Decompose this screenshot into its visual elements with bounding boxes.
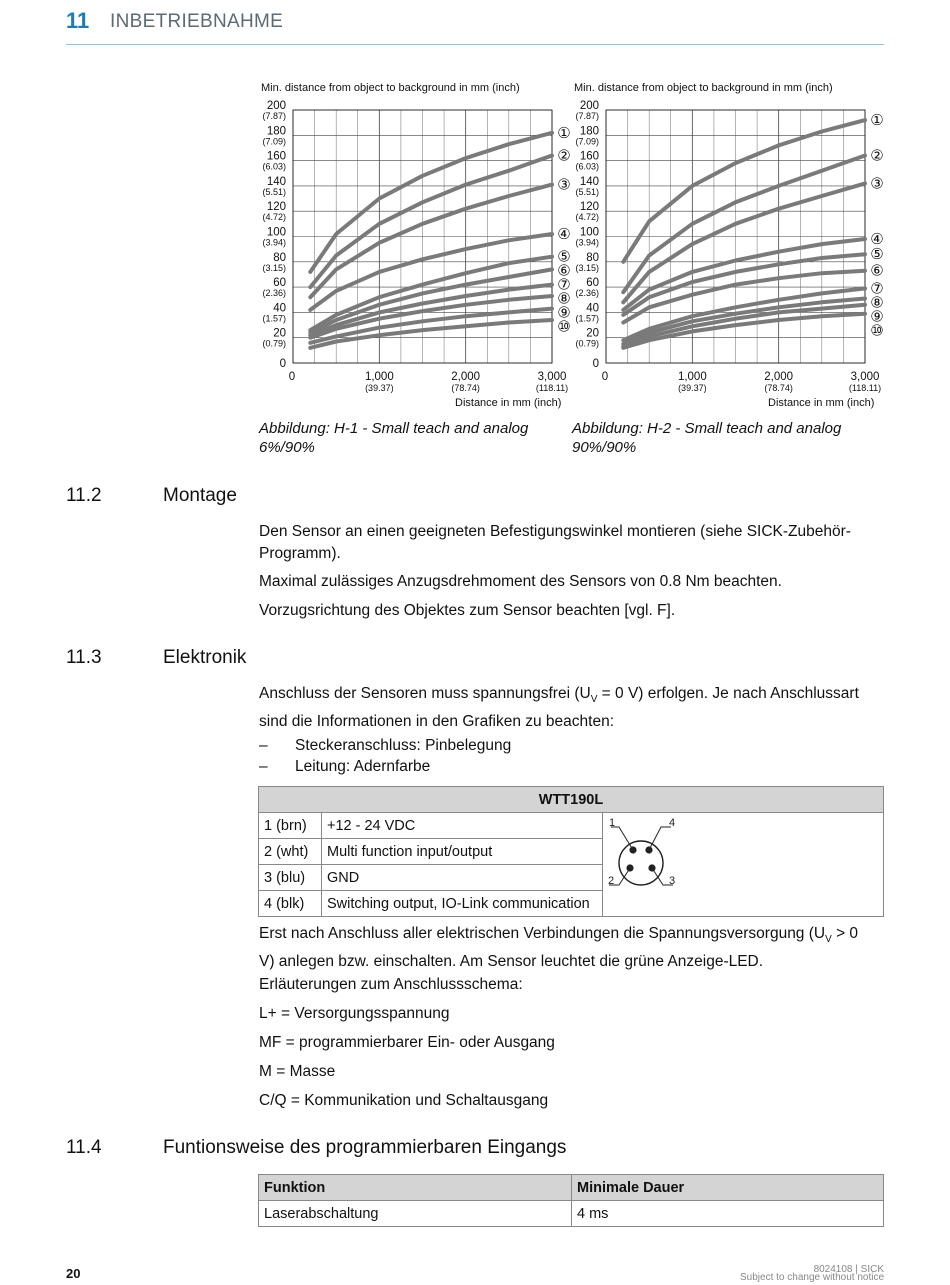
series-label: ⑧ (557, 289, 571, 308)
y-tick-sublabel: (0.79) (262, 338, 286, 349)
series-label: ② (870, 146, 884, 165)
y-tick-sublabel: (1.57) (262, 313, 286, 324)
chart-h1 (252, 78, 572, 414)
chart-ylabel: Min. distance from object to background in mm (inch) (574, 82, 833, 94)
desc-cell: Switching output, IO-Link communication (322, 891, 603, 917)
x-tick-sublabel: (39.37) (365, 383, 394, 393)
function-table (258, 1174, 884, 1227)
x-tick-label: 3,000 (537, 371, 567, 383)
x-tick-label: 3,000 (850, 371, 880, 383)
page-number: 20 (66, 1266, 81, 1281)
y-tick-label: 120 (266, 201, 286, 214)
column-header: Minimale Dauer (572, 1175, 884, 1201)
series-label: ⑦ (557, 275, 571, 294)
series-label: ① (870, 111, 884, 130)
y-tick-label: 0 (592, 358, 599, 370)
x-tick-label: 2,000 (451, 371, 481, 383)
y-tick-sublabel: (4.72) (262, 212, 286, 223)
y-tick-label: 60 (273, 277, 286, 290)
footer-doc-id: 8024108 | SICK (813, 1264, 884, 1275)
pin-cell: 1 (brn) (259, 813, 322, 839)
series-label: ⑧ (870, 293, 884, 312)
y-tick-sublabel: (4.72) (575, 212, 599, 223)
chart-xlabel: Distance in mm (inch) (455, 397, 562, 409)
montage-paragraph-3: Vorzugsrichtung des Objektes zum Sensor beachten [vgl. F]. (259, 602, 676, 619)
elektronik-paragraph-3: Erläuterungen zum Anschlussschema: (259, 976, 523, 993)
chart-h2-caption-line1: Abbildung: H-2 - Small teach and analog (572, 420, 842, 437)
series-line-1 (623, 120, 865, 262)
elektronik-p1-line2: sind die Informationen in den Grafiken zu beachten: (259, 713, 615, 731)
pin-cell: 4 (blk) (259, 891, 322, 917)
x-tick-sublabel: (118.11) (848, 383, 882, 393)
y-tick-label: 140 (266, 175, 286, 188)
table-cell: Laserabschaltung (259, 1201, 572, 1227)
elektronik-bullet-2 (259, 756, 885, 778)
y-tick-label: 180 (579, 125, 599, 138)
desc-cell: GND (322, 865, 603, 891)
y-tick-sublabel: (3.94) (262, 237, 286, 248)
definition-item: MF = programmierbarer Ein- oder Ausgang (259, 1034, 555, 1051)
y-tick-label: 100 (579, 226, 599, 239)
pin-label-1: 1 (609, 817, 616, 829)
series-label: ⑥ (870, 261, 884, 280)
x-tick-label: 2,000 (764, 371, 794, 383)
table-header-row (259, 787, 884, 813)
series-label: ⑩ (870, 321, 884, 340)
connector-diagram-cell (603, 813, 884, 917)
y-tick-sublabel: (6.03) (575, 161, 599, 172)
bullet-text: Leitung: Adernfarbe (295, 758, 431, 775)
x-tick-sublabel: (78.74) (764, 383, 793, 393)
series-label: ⑤ (557, 247, 571, 266)
elektronik-p2-line1 (259, 923, 885, 951)
x-tick-label: 0 (288, 371, 296, 383)
section-number-montage: 11.2 (66, 485, 102, 506)
pin-label-2: 2 (608, 875, 615, 887)
y-tick-label: 180 (266, 125, 286, 138)
series-label: ⑨ (870, 307, 884, 326)
table-row (259, 1201, 884, 1227)
series-label: ② (557, 146, 571, 165)
series-label: ④ (870, 230, 884, 249)
elektronik-p2-line2: V) anlegen bzw. einschalten. Am Sensor leuchtet die grüne Anzeige-LED. (259, 953, 764, 971)
chapter-title: INBETRIEBNAHME (110, 11, 284, 32)
section-title-montage: Montage (163, 485, 237, 506)
y-tick-sublabel: (7.87) (262, 111, 286, 121)
y-tick-sublabel: (3.15) (575, 262, 599, 273)
series-label: ③ (557, 175, 571, 194)
y-tick-sublabel: (0.79) (575, 338, 599, 349)
y-tick-label: 20 (273, 327, 286, 340)
montage-p1-line1: Den Sensor an einen geeigneten Befestigungswinkel montieren (siehe SICK-Zubehör- (259, 523, 851, 540)
y-tick-label: 40 (273, 302, 286, 315)
series-label: ⑩ (557, 317, 571, 336)
section-title-elektronik: Elektronik (163, 647, 247, 668)
series-label: ④ (557, 224, 571, 243)
pin-label-4: 4 (669, 817, 676, 829)
header-rule (66, 44, 884, 45)
section-title-funktion: Funtionsweise des programmierbaren Eingangs (163, 1137, 567, 1158)
y-tick-sublabel: (1.57) (575, 313, 599, 324)
montage-paragraph-1 (259, 521, 885, 565)
table-cell: 4 ms (572, 1201, 884, 1227)
series-label: ① (557, 123, 571, 142)
y-tick-label: 80 (586, 251, 599, 264)
chart-h1-caption (259, 419, 559, 457)
y-tick-label: 160 (579, 150, 599, 163)
section-number-elektronik: 11.3 (66, 647, 102, 668)
table-header-row (259, 1175, 884, 1201)
column-header: Funktion (259, 1175, 572, 1201)
y-tick-label: 0 (279, 358, 286, 370)
y-tick-sublabel: (5.51) (575, 186, 599, 197)
desc-cell: Multi function input/output (322, 839, 603, 865)
bullet-text: Steckeranschluss: Pinbelegung (295, 737, 512, 754)
chart-ylabel: Min. distance from object to background in mm (inch) (261, 82, 520, 94)
pin-assignment-table (258, 786, 884, 917)
bullet-dash: – (259, 737, 268, 754)
y-tick-sublabel: (7.09) (575, 136, 599, 147)
y-tick-label: 60 (586, 277, 599, 290)
y-tick-label: 120 (579, 201, 599, 214)
elektronik-paragraph-2 (259, 923, 885, 973)
y-tick-label: 160 (266, 150, 286, 163)
series-line-1 (310, 133, 552, 272)
y-tick-sublabel: (6.03) (262, 161, 286, 172)
pin-label-3: 3 (669, 875, 676, 887)
elektronik-p1-sub: V (590, 694, 598, 706)
chart-xlabel: Distance in mm (inch) (768, 397, 875, 409)
chart-h1-caption-line1: Abbildung: H-1 - Small teach and analog (259, 420, 529, 437)
chart-h1-caption-line2: 6%/90% (259, 439, 315, 456)
table-title: WTT190L (259, 787, 884, 813)
elektronik-paragraph-1 (259, 683, 885, 733)
definition-item: M = Masse (259, 1063, 336, 1080)
definition-item: L+ = Versorgungsspannung (259, 1005, 450, 1022)
elektronik-bullet-1 (259, 735, 885, 757)
chart-h2-caption (572, 419, 872, 457)
chart-h2 (565, 78, 885, 414)
pin-cell: 3 (blu) (259, 865, 322, 891)
elektronik-p1-line1 (259, 683, 885, 711)
x-tick-sublabel: (78.74) (451, 383, 480, 393)
series-label: ⑤ (870, 245, 884, 264)
y-tick-sublabel: (2.36) (262, 288, 286, 299)
elektronik-p2-post: > 0 (831, 925, 859, 942)
elektronik-p1-pre: Anschluss der Sensoren muss spannungsfrei (U (259, 685, 591, 702)
y-tick-label: 140 (579, 175, 599, 188)
y-tick-label: 200 (266, 100, 286, 112)
y-tick-label: 200 (579, 100, 599, 112)
elektronik-p2-sub: V (825, 934, 832, 946)
montage-paragraph-2: Maximal zulässiges Anzugsdrehmoment des Sensors von 0.8 Nm beachten. (259, 573, 782, 590)
x-tick-label: 1,000 (364, 371, 394, 383)
x-tick-label: 0 (601, 371, 609, 383)
elektronik-p1-post: = 0 V) erfolgen. Je nach Anschlussart (597, 685, 859, 702)
x-tick-sublabel: (118.11) (535, 383, 569, 393)
y-tick-label: 20 (586, 327, 599, 340)
elektronik-p2-pre: Erst nach Anschluss aller elektrischen Verbindungen die Spannungsversorgung (U (259, 925, 826, 942)
desc-cell: +12 - 24 VDC (322, 813, 603, 839)
chart-h2-caption-line2: 90%/90% (572, 439, 637, 456)
bullet-dash: – (259, 758, 268, 775)
y-tick-sublabel: (3.15) (262, 262, 286, 273)
footer-notice: Subject to change without notice (740, 1272, 884, 1283)
series-label: ⑦ (870, 279, 884, 298)
table-row (259, 813, 884, 839)
definition-item: C/Q = Kommunikation und Schaltausgang (259, 1092, 549, 1109)
x-tick-label: 1,000 (677, 371, 707, 383)
y-tick-label: 100 (266, 226, 286, 239)
x-tick-sublabel: (39.37) (678, 383, 707, 393)
section-number-funktion: 11.4 (66, 1137, 102, 1158)
series-label: ③ (870, 174, 884, 193)
chapter-number: 11 (66, 8, 90, 33)
y-tick-sublabel: (7.09) (262, 136, 286, 147)
y-tick-label: 40 (586, 302, 599, 315)
y-tick-label: 80 (273, 251, 286, 264)
y-tick-sublabel: (3.94) (575, 237, 599, 248)
m8-connector-icon (603, 813, 703, 913)
series-label: ⑥ (557, 261, 571, 280)
pin-cell: 2 (wht) (259, 839, 322, 865)
y-tick-sublabel: (2.36) (575, 288, 599, 299)
montage-p1-line2: Programm). (259, 545, 341, 562)
series-label: ⑨ (557, 303, 571, 322)
y-tick-sublabel: (7.87) (575, 111, 599, 121)
y-tick-sublabel: (5.51) (262, 186, 286, 197)
